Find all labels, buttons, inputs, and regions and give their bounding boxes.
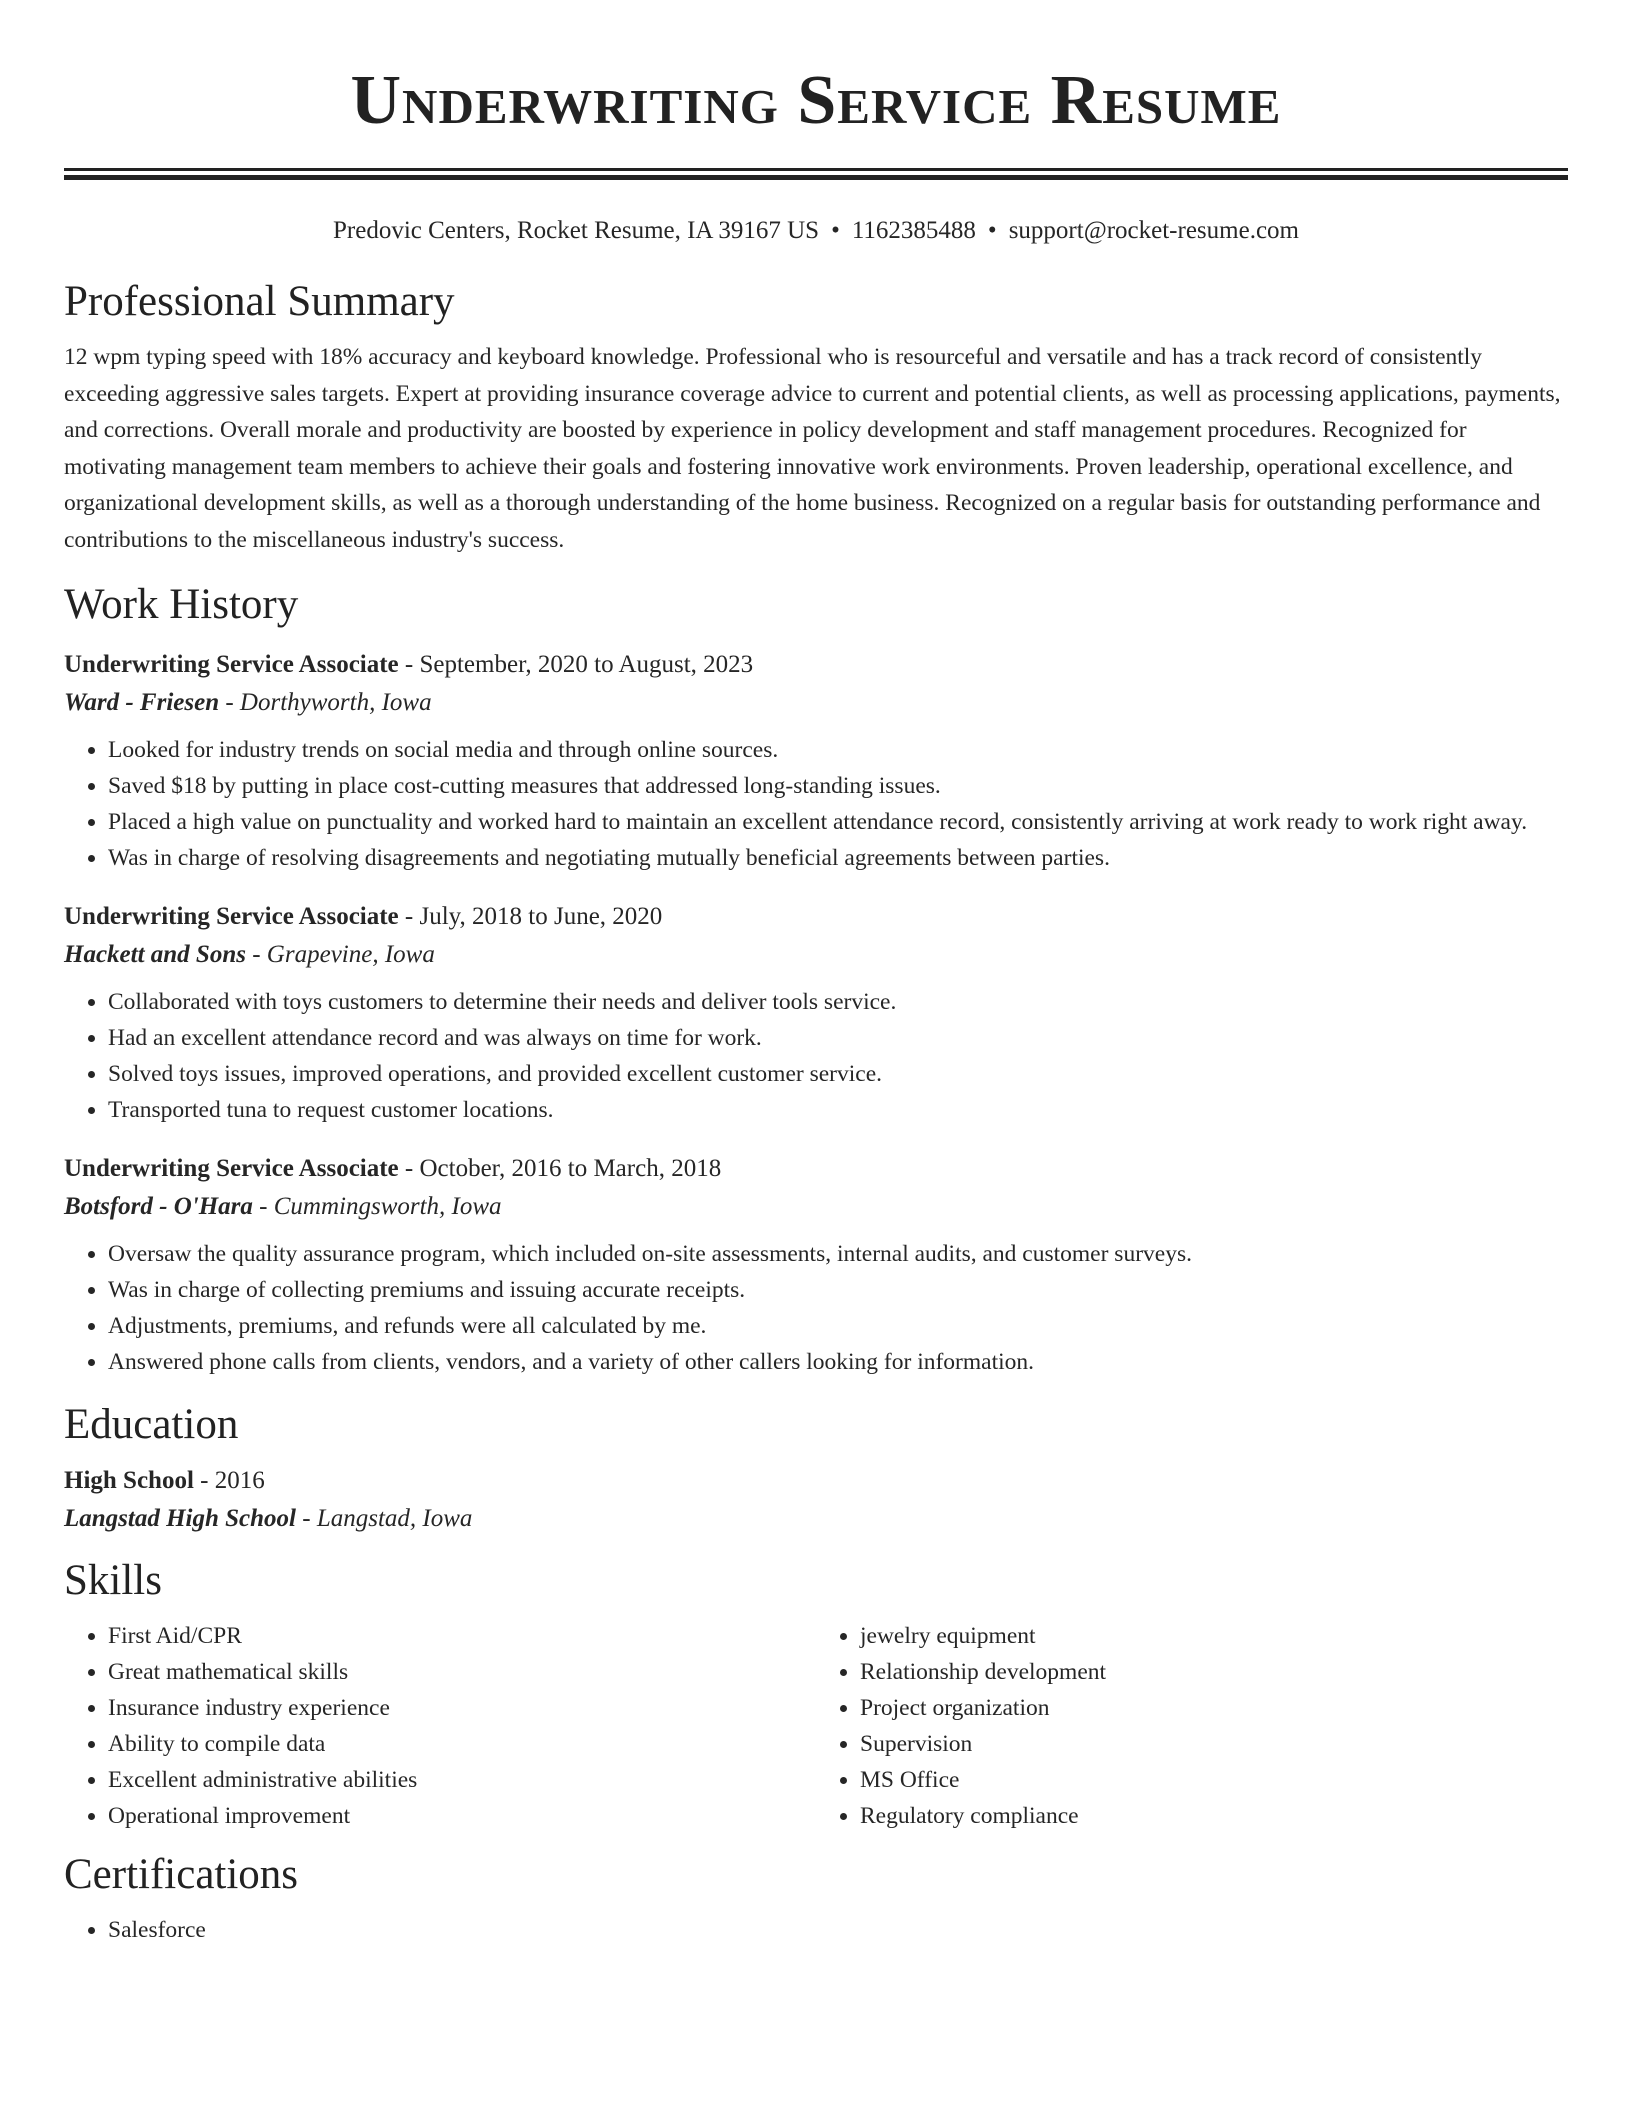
job-dates: - July, 2018 to June, 2020 [398, 903, 663, 930]
page-title: Underwriting Service Resume [350, 62, 1282, 139]
job-dates: - October, 2016 to March, 2018 [398, 1155, 722, 1182]
contact-phone: 1162385488 [851, 217, 976, 244]
list-item: • Excellent administrative abilities [108, 1762, 816, 1798]
list-item: • Relationship development [860, 1654, 1568, 1690]
company-line [64, 684, 1568, 722]
job-entry [64, 898, 1568, 1128]
list-item: • Insurance industry experience [108, 1690, 816, 1726]
company-location: - Cummingsworth, Iowa [252, 1193, 502, 1220]
certifications-section [64, 1848, 1568, 1948]
list-item: • MS Office [860, 1762, 1568, 1798]
contact-line [64, 215, 1568, 247]
certifications-heading: Certifications [64, 1851, 299, 1898]
summary-text: 12 wpm typing speed with 18% accuracy and keyboard knowledge. Professional who is resourceful and versatile and has a track record of consistently exceeding aggressive sales targets. Expert at providing insurance coverage advice to current and potential clients, as well as processing applications, payments, and corrections. Overall morale and productivity are boosted by experience in policy development and staff management procedures. Recognized for motivating management team members to achieve their goals and fostering innovative work environments. Proven leadership, operational excellence, and organizational development skills, as well as a thorough understanding of the home business. Recognized on a regular basis for outstanding performance and contributions to the miscellaneous industry's success. [64, 344, 1561, 553]
company-location: - Grapevine, Iowa [245, 941, 435, 968]
list-item: • jewelry equipment [860, 1618, 1568, 1654]
education-section [64, 1398, 1568, 1538]
list-item: • Ability to compile data [108, 1726, 816, 1762]
work-history-section [64, 578, 1568, 1380]
skills-section [64, 1554, 1568, 1834]
job-dates: - September, 2020 to August, 2023 [398, 651, 754, 678]
list-item: • Oversaw the quality assurance program, which included on-site assessments, internal audits, and customer surveys. [108, 1236, 1568, 1272]
education-entry [64, 1462, 1568, 1538]
list-item: • Looked for industry trends on social media and through online sources. [108, 732, 1568, 768]
title-divider [64, 168, 1568, 171]
list-item: • Placed a high value on punctuality and worked hard to maintain an excellent attendance record, consistently arriving at work ready to work right away. [108, 804, 1568, 840]
list-item: • Was in charge of collecting premiums and issuing accurate receipts. [108, 1272, 1568, 1308]
skills-column-right [816, 1618, 1568, 1834]
list-item: • First Aid/CPR [108, 1618, 816, 1654]
job-title-line [64, 898, 1568, 936]
job-entry [64, 1150, 1568, 1380]
skills-grid [64, 1618, 1568, 1834]
school-location: - Langstad, Iowa [296, 1505, 473, 1532]
job-title: Underwriting Service Associate [64, 903, 399, 930]
company-name: Hackett and Sons [64, 941, 246, 968]
summary-heading: Professional Summary [64, 278, 455, 325]
skills-column-left [64, 1618, 816, 1834]
contact-separator: • [831, 217, 840, 244]
job-entry [64, 646, 1568, 876]
company-location: - Dorthyworth, Iowa [219, 689, 432, 716]
company-line [64, 1188, 1568, 1226]
list-item: • Supervision [860, 1726, 1568, 1762]
list-item: • Transported tuna to request customer locations. [108, 1092, 1568, 1128]
company-name: Ward - Friesen [64, 689, 220, 716]
school-name: Langstad High School [64, 1505, 296, 1532]
summary-section [64, 275, 1568, 558]
job-bullets [64, 732, 1568, 876]
list-item: • Collaborated with toys customers to determine their needs and deliver tools service. [108, 984, 1568, 1020]
job-bullets [64, 1236, 1568, 1380]
job-title-line [64, 646, 1568, 684]
job-title: Underwriting Service Associate [64, 651, 399, 678]
list-item: • Had an excellent attendance record and was always on time for work. [108, 1020, 1568, 1056]
list-item: • Operational improvement [108, 1798, 816, 1834]
degree-line [64, 1462, 1568, 1500]
job-title-line [64, 1150, 1568, 1188]
school-line [64, 1500, 1568, 1538]
list-item: • Saved $18 by putting in place cost-cutting measures that addressed long-standing issues. [108, 768, 1568, 804]
list-item: • Salesforce [108, 1912, 1568, 1948]
graduation-year: - 2016 [193, 1467, 265, 1494]
contact-separator: • [987, 217, 997, 244]
work-history-heading: Work History [64, 581, 299, 628]
list-item: • Regulatory compliance [860, 1798, 1568, 1834]
degree: High School [64, 1467, 194, 1494]
certifications-list [64, 1912, 1568, 1948]
company-line [64, 936, 1568, 974]
list-item: • Was in charge of resolving disagreements and negotiating mutually beneficial agreements between parties. [108, 840, 1568, 876]
list-item: • Answered phone calls from clients, vendors, and a variety of other callers looking for information. [108, 1344, 1568, 1380]
job-bullets [64, 984, 1568, 1128]
education-heading: Education [64, 1401, 239, 1448]
list-item: • Project organization [860, 1690, 1568, 1726]
list-item: • Adjustments, premiums, and refunds were all calculated by me. [108, 1308, 1568, 1344]
contact-address: Predovic Centers, Rocket Resume, IA 39167 US [333, 217, 820, 244]
contact-email: support@rocket-resume.com [1008, 217, 1299, 244]
skills-heading: Skills [64, 1557, 162, 1604]
list-item: • Great mathematical skills [108, 1654, 816, 1690]
list-item: • Solved toys issues, improved operations, and provided excellent customer service. [108, 1056, 1568, 1092]
company-name: Botsford - O'Hara [64, 1193, 253, 1220]
job-title: Underwriting Service Associate [64, 1155, 399, 1182]
